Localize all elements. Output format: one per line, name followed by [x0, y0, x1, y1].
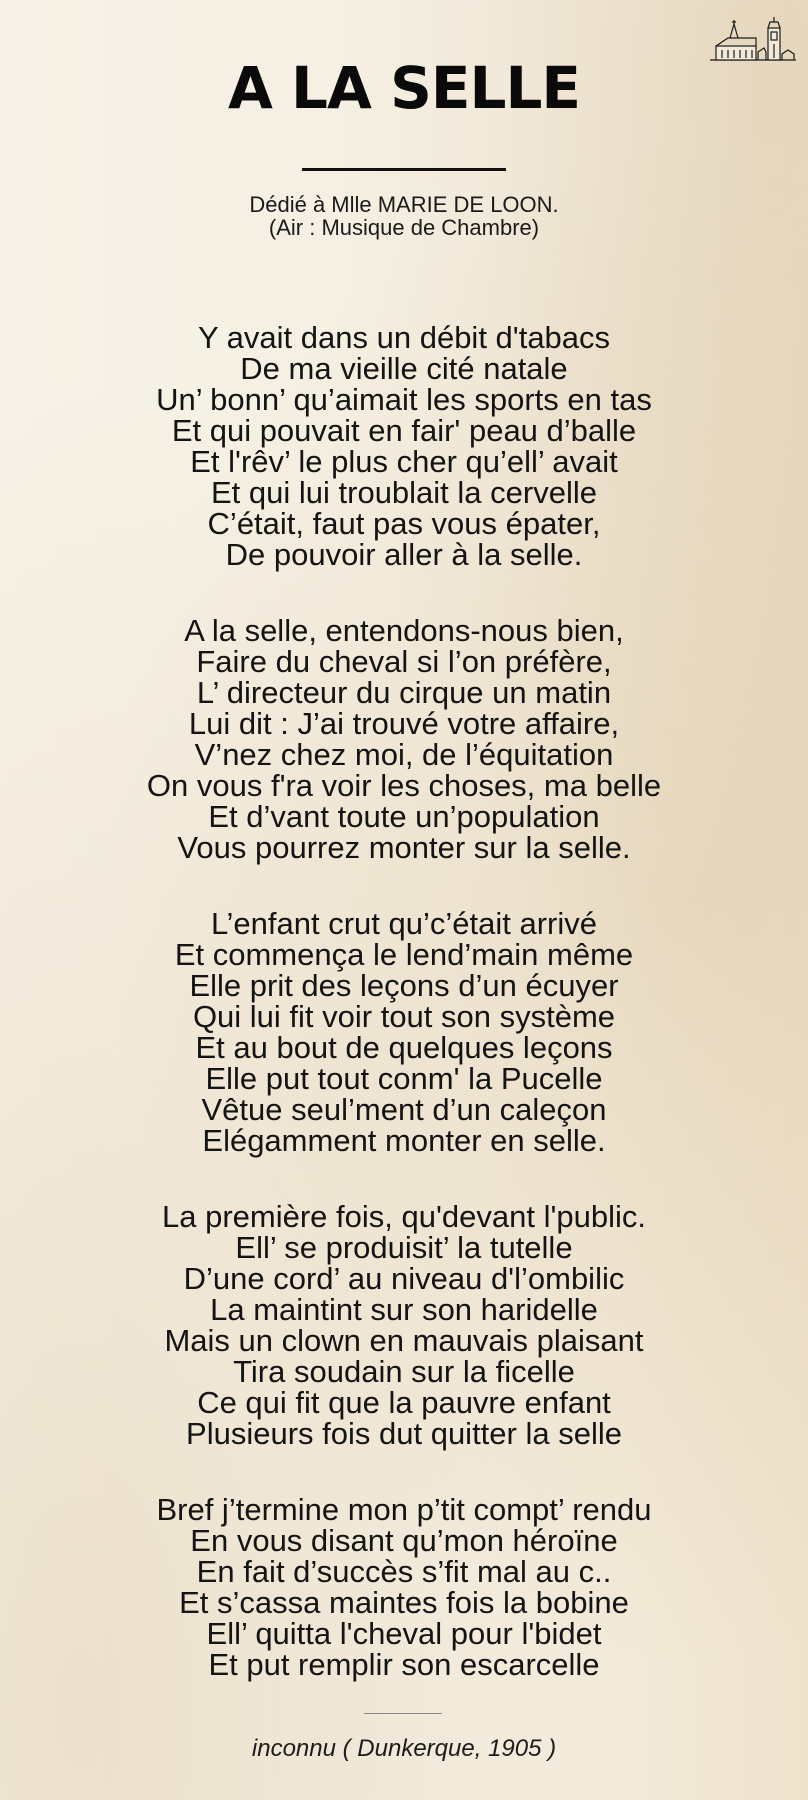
title-divider [302, 168, 506, 171]
dedication [0, 193, 808, 239]
verse-line: Faire du cheval si l’on préfère, [196, 644, 612, 679]
verse-line: Et au bout de quelques leçons [195, 1030, 613, 1065]
verse-line: Ce qui fit que la pauvre enfant [197, 1385, 611, 1420]
verse-line: Elle prit des leçons d’un écuyer [189, 968, 619, 1003]
verse-line: Et s’cassa maintes fois la bobine [179, 1585, 629, 1620]
verse-line: V’nez chez moi, de l’équitation [194, 737, 614, 772]
verse-line: Qui lui fit voir tout son système [192, 999, 616, 1034]
verse-line: On vous f'ra voir les choses, ma belle [146, 768, 662, 803]
verse-line: Lui dit : J’ai trouvé votre affaire, [188, 706, 620, 741]
verse-line: A la selle, entendons-nous bien, [184, 613, 624, 648]
stanza-5 [0, 1494, 808, 1680]
verse-line: Et put remplir son escarcelle [208, 1647, 600, 1682]
verse-line: Mais un clown en mauvais plaisant [164, 1323, 644, 1358]
verse-line: Ell’ quitta l'cheval pour l'bidet [206, 1616, 602, 1651]
verse-line: Et qui lui troublait la cervelle [211, 475, 597, 510]
verse-line: De ma vieille cité natale [240, 351, 568, 386]
verse-line: Ell’ se produisit’ la tutelle [235, 1230, 573, 1265]
verse-line: Un’ bonn’ qu’aimait les sports en tas [156, 382, 652, 417]
air-note: (Air : Musique de Chambre) [268, 215, 540, 240]
verse-line: La maintint sur son haridelle [210, 1292, 598, 1327]
stanza-2 [0, 615, 808, 863]
verse-line: En vous disant qu’mon héroïne [190, 1523, 618, 1558]
dedication-line: Dédié à Mlle MARIE DE LOON. [249, 192, 559, 217]
page-title: A LA SELLE [227, 54, 581, 122]
verse-line: D’une cord’ au niveau d'l’ombilic [183, 1261, 625, 1296]
stanza-3 [0, 908, 808, 1156]
footer-divider [364, 1713, 442, 1714]
verse-line: Vous pourrez monter sur la selle. [177, 830, 631, 865]
verse-line: Vêtue seul’ment d’un caleçon [201, 1092, 607, 1127]
verse-line: Bref j’termine mon p’tit compt’ rendu [156, 1492, 652, 1527]
verse-line: C’était, faut pas vous épater, [207, 506, 601, 541]
verse-line: Et d’vant toute un’population [208, 799, 600, 834]
poem [0, 322, 808, 1725]
verse-line: Elle put tout conm' la Pucelle [205, 1061, 603, 1096]
verse-line: L’enfant crut qu’c’était arrivé [211, 906, 597, 941]
verse-line: Et commença le lend’main même [174, 937, 634, 972]
verse-line: Plusieurs fois dut quitter la selle [186, 1416, 622, 1451]
stanza-1 [0, 322, 808, 570]
verse-line: Et l'rêv’ le plus cher qu’ell’ avait [190, 444, 618, 479]
verse-line: La première fois, qu'devant l'public. [162, 1199, 646, 1234]
verse-line: Y avait dans un débit d'tabacs [197, 320, 611, 355]
author-attribution: inconnu ( Dunkerque, 1905 ) [251, 1735, 557, 1762]
verse-line: De pouvoir aller à la selle. [225, 537, 583, 572]
verse-line: Elégamment monter en selle. [202, 1123, 606, 1158]
verse-line: Tira soudain sur la ficelle [233, 1354, 575, 1389]
verse-line: L’ directeur du cirque un matin [196, 675, 612, 710]
verse-line: Et qui pouvait en fair' peau d’balle [171, 413, 637, 448]
verse-line: En fait d’succès s’fit mal au c.. [196, 1554, 612, 1589]
stanza-4 [0, 1201, 808, 1449]
